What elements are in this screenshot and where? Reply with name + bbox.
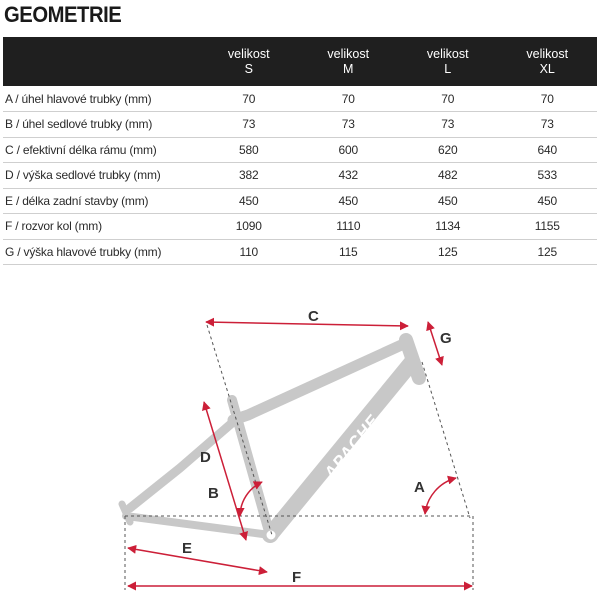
column-header-xl xyxy=(498,37,598,86)
table-cell: 70 xyxy=(199,86,299,112)
table-cell: 640 xyxy=(498,137,598,163)
table-cell: 450 xyxy=(299,188,399,214)
table-cell: 1110 xyxy=(299,214,399,240)
column-header-m xyxy=(299,37,399,86)
table-cell: 450 xyxy=(498,188,598,214)
label-g: G xyxy=(440,330,452,347)
label-b: B xyxy=(208,485,219,502)
table-cell: 73 xyxy=(299,112,399,138)
column-header-l xyxy=(398,37,498,86)
table-cell: 382 xyxy=(199,163,299,189)
column-header-size: L xyxy=(444,61,452,76)
table-cell: 70 xyxy=(498,86,598,112)
label-c: C xyxy=(308,308,319,325)
column-header-size: XL xyxy=(539,61,555,76)
table-cell: 600 xyxy=(299,137,399,163)
table-cell: 73 xyxy=(199,112,299,138)
row-label: G / výška hlavové trubky (mm) xyxy=(3,239,199,265)
label-f: F xyxy=(292,569,302,586)
column-header-size: M xyxy=(343,61,354,76)
bottom-bracket xyxy=(265,529,277,541)
table-row xyxy=(3,137,597,163)
table-cell: 125 xyxy=(498,239,598,265)
table-header-row xyxy=(3,37,597,86)
table-cell: 432 xyxy=(299,163,399,189)
page-title: GEOMETRIE xyxy=(4,2,122,27)
label-e: E xyxy=(182,540,193,557)
table-cell: 482 xyxy=(398,163,498,189)
table-cell: 580 xyxy=(199,137,299,163)
row-label: A / úhel hlavové trubky (mm) xyxy=(3,86,199,112)
table-cell: 125 xyxy=(398,239,498,265)
column-header-caption: velikost xyxy=(327,46,370,61)
brand-logo: APACHE xyxy=(320,411,384,483)
column-header-caption: velikost xyxy=(426,46,469,61)
table-row xyxy=(3,214,597,240)
column-header-s xyxy=(199,37,299,86)
table-cell: 450 xyxy=(398,188,498,214)
row-label: E / délka zadní stavby (mm) xyxy=(3,188,199,214)
row-label: C / efektivní délka rámu (mm) xyxy=(3,137,199,163)
table-cell: 73 xyxy=(398,112,498,138)
measure-a-arc xyxy=(425,478,456,514)
table-row xyxy=(3,112,597,138)
label-d: D xyxy=(200,449,211,466)
table-cell: 620 xyxy=(398,137,498,163)
header-label-cell xyxy=(3,37,199,86)
head-reach-line xyxy=(207,325,272,535)
table-cell: 70 xyxy=(398,86,498,112)
table-cell: 115 xyxy=(299,239,399,265)
table-row xyxy=(3,188,597,214)
table-cell: 70 xyxy=(299,86,399,112)
table-cell: 110 xyxy=(199,239,299,265)
table-cell: 533 xyxy=(498,163,598,189)
chain-stay xyxy=(126,516,270,535)
fork-axis-line xyxy=(422,362,470,518)
table-row xyxy=(3,239,597,265)
table-cell: 1090 xyxy=(199,214,299,240)
label-a: A xyxy=(414,479,425,496)
measure-e xyxy=(128,548,267,572)
row-label: D / výška sedlové trubky (mm) xyxy=(3,163,199,189)
column-header-caption: velikost xyxy=(526,46,569,61)
bike-frame xyxy=(122,340,419,541)
frame-geometry-diagram xyxy=(0,290,600,600)
measure-c xyxy=(206,322,408,326)
row-label: F / rozvor kol (mm) xyxy=(3,214,199,240)
table-row xyxy=(3,163,597,189)
table-cell: 450 xyxy=(199,188,299,214)
row-label: B / úhel sedlové trubky (mm) xyxy=(3,112,199,138)
table-cell: 73 xyxy=(498,112,598,138)
column-header-size: S xyxy=(244,61,253,76)
table-cell: 1134 xyxy=(398,214,498,240)
table-row xyxy=(3,86,597,112)
table-cell: 1155 xyxy=(498,214,598,240)
geometry-table xyxy=(3,37,597,265)
column-header-caption: velikost xyxy=(227,46,270,61)
